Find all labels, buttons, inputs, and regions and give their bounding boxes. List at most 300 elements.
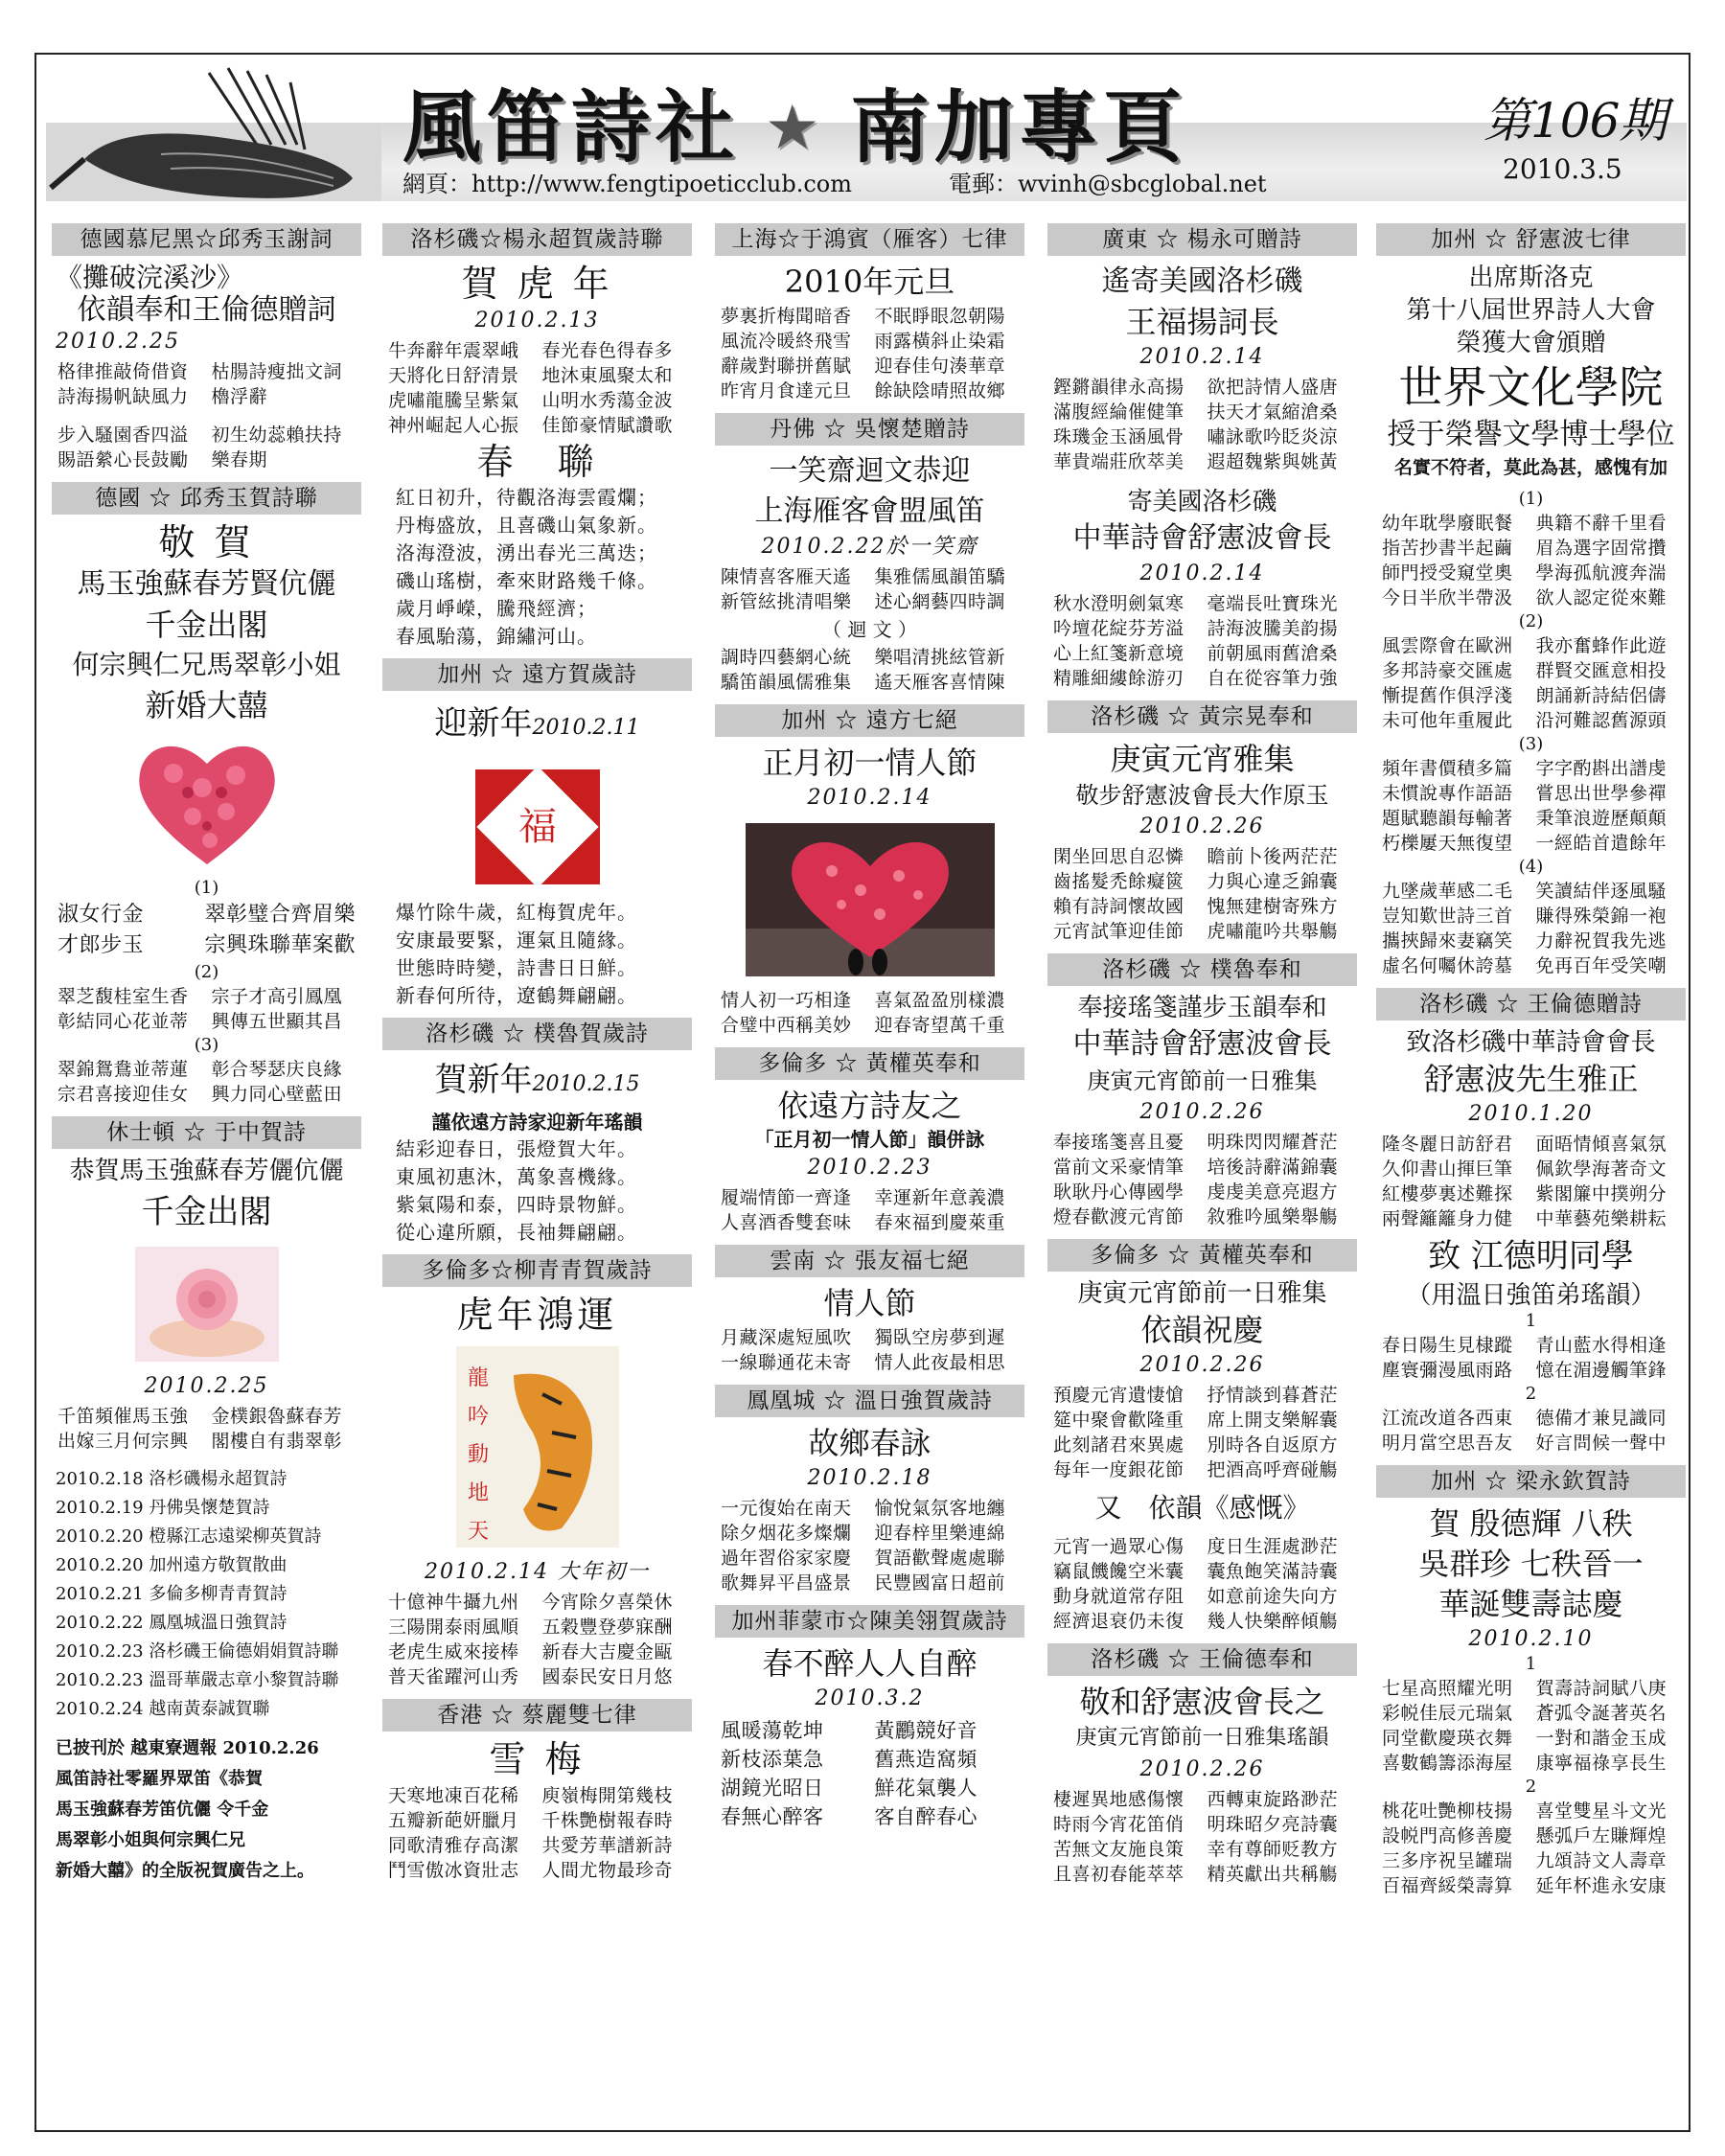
poem-line: 普天雀躍河山秀 bbox=[388, 1666, 519, 1687]
poem-date: 2010.2.18 bbox=[807, 1466, 932, 1490]
poem bbox=[709, 986, 1030, 1040]
poem-title: 馬玉強蘇春芳賢伉儷 bbox=[77, 567, 336, 601]
poem-line: 未慣說專作語語 bbox=[1382, 783, 1513, 804]
poem-line: 調時四藝網心統 bbox=[721, 647, 852, 668]
poem-line: 紫閣簾中撲朔分 bbox=[1535, 1183, 1668, 1204]
poem-line: 扶天才氣縮滄桑 bbox=[1207, 401, 1339, 423]
poem-line: 字字酌斟出譜虔 bbox=[1535, 758, 1668, 779]
poem bbox=[46, 898, 367, 963]
poem-line: 風雲際會在歐洲 bbox=[1382, 635, 1513, 656]
poem bbox=[377, 1781, 698, 1885]
tiger-painting-image bbox=[456, 1346, 619, 1548]
text-line: 歲月崢嶸，騰飛經濟； bbox=[396, 597, 597, 620]
poem-line: 春日陽生見棣蹤 bbox=[1382, 1335, 1513, 1356]
poem-line: 興傳五世顯其昌 bbox=[211, 1011, 343, 1032]
poem-line: 延年杯進永安康 bbox=[1535, 1875, 1668, 1896]
poem-date: 2010.2.15 bbox=[532, 1072, 640, 1096]
poem-line: 樂春期 bbox=[211, 449, 268, 470]
poem-line: 詩海揚帆缺風力 bbox=[58, 386, 189, 407]
poem-title: 雪 梅 bbox=[489, 1738, 586, 1780]
poem-line: 苦無文友施良策 bbox=[1053, 1839, 1184, 1860]
poem-line: 一對和諧金玉成 bbox=[1535, 1728, 1668, 1749]
poem bbox=[46, 1055, 367, 1109]
poem-line: 未可他年重履此 bbox=[1382, 710, 1513, 731]
poem-line: 幸運新年意義濃 bbox=[874, 1187, 1006, 1208]
poem-line: 笑讀結伴逐風騷 bbox=[1535, 881, 1668, 902]
poem-title: 新婚大囍 bbox=[145, 687, 268, 723]
heart-roses-image bbox=[135, 735, 279, 869]
poem-line: 宗君喜接迎佳女 bbox=[58, 1084, 189, 1105]
poem-line: 此刻諸君來異處 bbox=[1053, 1434, 1184, 1456]
poem-line: 才郎步玉 bbox=[58, 933, 145, 957]
poem-line: 詩海波騰美韵揚 bbox=[1207, 618, 1339, 639]
poem-line: 賀語歡聲處處聯 bbox=[874, 1548, 1006, 1569]
poem-line: 桃花吐艷柳枝揚 bbox=[1382, 1800, 1513, 1822]
poem-line: 宗子才高引鳳凰 bbox=[211, 986, 343, 1007]
poem-line: 鬥雪傲冰資壯志 bbox=[388, 1860, 519, 1881]
poem-line: 朗誦新詩結侶儔 bbox=[1535, 685, 1668, 706]
poem-title: 奉接瑤箋謹步玉韻奉和 bbox=[1077, 994, 1327, 1022]
poem-line: 華貴端莊欣萃美 bbox=[1053, 451, 1184, 472]
section-header: 洛杉磯 ☆ 樸魯賀歲詩 bbox=[382, 1018, 692, 1050]
poem bbox=[1370, 631, 1691, 735]
verse-number: 2 bbox=[1525, 1777, 1537, 1797]
poem-line: 席上開支樂解囊 bbox=[1207, 1410, 1339, 1431]
poem-line: 風流冷暖終飛雪 bbox=[721, 331, 852, 352]
poem-line: 喜氣盈盈別樣濃 bbox=[874, 990, 1006, 1011]
poem-title: 2010年元旦 bbox=[784, 264, 955, 300]
poem-line: 夢裏折梅聞暗香 bbox=[721, 306, 852, 327]
poem-line: 囊魚飽笑滿詩囊 bbox=[1207, 1561, 1339, 1582]
poem-subtitle: 謹依遠方詩家迎新年瑤韻 bbox=[431, 1111, 643, 1134]
poem bbox=[1042, 373, 1363, 476]
poem-title: 千金出閣 bbox=[145, 607, 268, 643]
poem-line: 精雕細縷餘游刃 bbox=[1053, 668, 1184, 689]
poem-title: 《攤破浣溪沙》 bbox=[56, 262, 244, 293]
poem-title: 舒憲波先生雅正 bbox=[1423, 1061, 1639, 1097]
section-header: 洛杉磯☆楊永超賀歲詩聯 bbox=[382, 223, 692, 256]
poem-line: 頻年書價積多篇 bbox=[1382, 758, 1513, 779]
poem-date: 2010.2.22於一笑齋 bbox=[761, 535, 978, 559]
poem-line: 群賢交匯意相投 bbox=[1535, 660, 1668, 681]
section-header: 丹佛 ☆ 吳懷楚贈詩 bbox=[715, 413, 1024, 446]
poem-title: 庚寅元宵節前一日雅集 bbox=[1087, 1067, 1318, 1094]
poem-date: 2010.2.14 bbox=[807, 786, 932, 810]
poem-date: 2010.1.20 bbox=[1468, 1102, 1594, 1126]
poem-line: 力與心違乏錦囊 bbox=[1207, 871, 1339, 892]
poem-line: 兩聲籬籬身力健 bbox=[1382, 1208, 1513, 1229]
text-line: 2010.2.21 多倫多柳青青賀詩 bbox=[56, 1584, 288, 1604]
poem-line: 餘缺陰晴照故鄉 bbox=[874, 380, 1006, 401]
poem-title: 敬步舒憲波會長大作原玉 bbox=[1075, 782, 1329, 809]
poem-line: 時雨今宵花笛俏 bbox=[1053, 1814, 1184, 1835]
poem bbox=[377, 1588, 698, 1691]
text-line: 春風駘蕩，錦繡河山。 bbox=[396, 625, 597, 648]
verse-number: (3) bbox=[1518, 734, 1544, 754]
poem-line: 辭歲對聯拼舊賦 bbox=[721, 356, 852, 377]
issue-date: 2010.3.5 bbox=[1503, 153, 1622, 185]
poem-line: 我亦奮蜂作此遊 bbox=[1535, 635, 1668, 656]
poem bbox=[1042, 1128, 1363, 1231]
poem-line: 賀壽詩詞賦八庚 bbox=[1535, 1678, 1668, 1699]
poem-line: 喜數鶴籌添海屋 bbox=[1382, 1753, 1513, 1774]
poem bbox=[1370, 754, 1691, 858]
poem-line: 三多序祝呈罐瑞 bbox=[1382, 1850, 1513, 1871]
poem-line: 天將化日舒清景 bbox=[388, 365, 519, 386]
poem bbox=[377, 336, 698, 440]
poem bbox=[1370, 877, 1691, 980]
poem bbox=[709, 1183, 1030, 1237]
text-line: 2010.2.20 橙縣江志遠梁柳英賀詩 bbox=[56, 1526, 322, 1547]
section-header: 多倫多 ☆ 黃權英奉和 bbox=[1047, 1239, 1357, 1272]
svg-text:地: 地 bbox=[467, 1481, 489, 1505]
poem-line: 鮮花氣襲人 bbox=[874, 1777, 978, 1800]
email: 電郵：wvinh@sbcglobal.net bbox=[949, 171, 1267, 197]
verse-number: (2) bbox=[194, 962, 219, 982]
poem-line: 自在從容筆力強 bbox=[1207, 668, 1339, 689]
poem-line: 瞻前卜後两茫茫 bbox=[1207, 846, 1339, 867]
title-right: 南加專頁 bbox=[850, 82, 1188, 173]
text-line: 紫氣陽和泰，四時景物鮮。 bbox=[396, 1193, 637, 1216]
poem-title: 王福揚詞長 bbox=[1125, 304, 1279, 340]
text-line: 2010.2.22 鳳凰城溫日強賀詩 bbox=[56, 1613, 288, 1633]
section-header: 加州 ☆ 遠方七絕 bbox=[715, 704, 1024, 737]
website: 網頁：http://www.fengtipoeticclub.com bbox=[402, 171, 852, 197]
section-header: 多倫多 ☆ 黃權英奉和 bbox=[715, 1047, 1024, 1080]
poem-line: 昨宵月食達元旦 bbox=[721, 380, 852, 401]
poem-title: 迎新年 bbox=[434, 704, 533, 743]
poem-line: 力辭祝賀我先逃 bbox=[1535, 930, 1668, 952]
column-1 bbox=[46, 216, 367, 2122]
poem-line: 面晤情傾喜氣氛 bbox=[1535, 1134, 1668, 1155]
poem-line: 奉接瑤箋喜且憂 bbox=[1053, 1132, 1184, 1153]
poem-line: 當前文采豪情筆 bbox=[1053, 1157, 1184, 1178]
poem-line: 毫端長吐寶珠光 bbox=[1207, 593, 1339, 614]
poem-title: 恭賀馬玉強蘇春芳儷伉儷 bbox=[69, 1157, 344, 1185]
poem-line: 紅樓夢裏述難探 bbox=[1382, 1183, 1513, 1204]
poem-line: 多邦詩豪交匯處 bbox=[1382, 660, 1513, 681]
poem-line: 幾人快樂醉傾觴 bbox=[1207, 1611, 1339, 1632]
poem bbox=[1370, 1674, 1691, 1778]
poem-title: 吳群珍 七秩晉一 bbox=[1418, 1546, 1644, 1582]
section-header: 洛杉磯 ☆ 王倫德贈詩 bbox=[1376, 988, 1686, 1021]
section-header: 德國慕尼黑☆邱秀玉謝詞 bbox=[52, 223, 361, 256]
poem-line: 千笛頻催馬玉強 bbox=[58, 1406, 189, 1427]
poem-line: 舊燕造窩頻 bbox=[874, 1748, 978, 1771]
poem-title: 一笑齋迴文恭迎 bbox=[769, 454, 971, 488]
poem bbox=[46, 982, 367, 1036]
poem-line: 題賦聽韻每輸著 bbox=[1382, 808, 1513, 829]
poem-line: 眉為選字固常攢 bbox=[1535, 538, 1668, 559]
verse-number: (2) bbox=[1518, 611, 1544, 631]
poem-line: 嘗思出世學參禪 bbox=[1535, 783, 1668, 804]
text-line: 東風初惠沐，萬象喜機緣。 bbox=[396, 1165, 637, 1188]
poem bbox=[709, 1494, 1030, 1597]
poem-line: 攜挾歸來妻竊笑 bbox=[1382, 930, 1513, 952]
poem-line: 地沐東風聚太和 bbox=[541, 365, 674, 386]
poem-date: 2010.2.13 bbox=[474, 309, 600, 333]
poem-line: 雨露橫斜止染霜 bbox=[874, 331, 1006, 352]
poem-line: 元宵一過眾心傷 bbox=[1053, 1536, 1184, 1557]
poem-title: 依韻奉和王倫德贈詞 bbox=[77, 293, 336, 327]
poem-line: 朽櫟屢天無復望 bbox=[1382, 833, 1513, 854]
section-header: 洛杉磯 ☆ 樸魯奉和 bbox=[1047, 953, 1357, 986]
poem-title: 庚寅元宵雅集 bbox=[1110, 741, 1295, 777]
verse-number: 1 bbox=[1525, 1654, 1537, 1674]
poem-line: 樂唱清挑絃管新 bbox=[874, 647, 1006, 668]
poem-line: 迎春佳句湊華章 bbox=[874, 356, 1006, 377]
poem-line: 千株艷樹報春時 bbox=[541, 1810, 674, 1831]
poem-line: 如意前途失向方 bbox=[1207, 1586, 1339, 1607]
poem-line: 學海孤航渡奔湍 bbox=[1535, 562, 1668, 584]
poem-line: 淑女行金 bbox=[58, 903, 145, 927]
verse-number: (1) bbox=[194, 878, 219, 898]
poem-line: 設帨門高修善慶 bbox=[1382, 1825, 1513, 1846]
poem-line: 欲人認定從來難 bbox=[1535, 587, 1668, 608]
poem-line: 彰合琴瑟庆良緣 bbox=[211, 1059, 343, 1080]
poem-title: 庚寅元宵節前一日雅集 bbox=[1077, 1279, 1327, 1308]
verse-number: 1 bbox=[1525, 1311, 1537, 1331]
poem bbox=[1370, 509, 1691, 612]
poem-line: 獨臥空房夢到遲 bbox=[874, 1327, 1006, 1348]
poem bbox=[377, 1135, 698, 1247]
text-line: 馬玉強蘇春芳笛伉儷 令千金 bbox=[56, 1800, 269, 1820]
poem-date: 2010.2.11 bbox=[532, 716, 640, 740]
text-line: 丹梅盛放，且喜磯山氣象新。 bbox=[396, 514, 657, 537]
poem-line: 喜堂雙星斗文光 bbox=[1535, 1800, 1668, 1822]
poem-line: 新枝添葉急 bbox=[721, 1748, 824, 1771]
poem-line: 櫓浮辭 bbox=[211, 386, 268, 407]
poem-line: 動身就道常存阻 bbox=[1053, 1586, 1184, 1607]
poem-line: 格律推敲倚借資 bbox=[58, 361, 189, 382]
poem bbox=[709, 562, 1030, 616]
text-line: 2010.2.18 洛杉磯楊永超賀詩 bbox=[56, 1469, 288, 1489]
poem-date: 2010.2.10 bbox=[1468, 1627, 1594, 1651]
poem-line: 鏗鏘韻律永高揚 bbox=[1053, 377, 1184, 398]
poem-line: 欲把詩情人盛唐 bbox=[1207, 377, 1339, 398]
poem-line: 豈知歎世詩三首 bbox=[1382, 906, 1513, 927]
poem-title: 上海雁客會盟風笛 bbox=[754, 494, 985, 528]
text-line: 已披刊於 越東寮週報 2010.2.26 bbox=[56, 1738, 319, 1758]
poem-line: 幸有尊師贬教方 bbox=[1207, 1839, 1339, 1860]
poem-title: 正月初一情人節 bbox=[762, 745, 978, 781]
poem-title: 又 依韻《感慨》 bbox=[1094, 1492, 1310, 1524]
verse-number: (1) bbox=[1518, 489, 1544, 509]
poem-title: 何宗興仁兄馬翠彰小姐 bbox=[72, 649, 341, 680]
poem-line: 同堂歡慶瑛衣舞 bbox=[1382, 1728, 1513, 1749]
poem-subtitle: （ 迴 文 ） bbox=[821, 618, 918, 641]
section-header: 上海☆于鴻賓（雁客）七律 bbox=[715, 223, 1024, 256]
text-line: 洛海澄波，湧出春光三萬迭； bbox=[396, 541, 657, 564]
section-header: 洛杉磯 ☆ 王倫德奉和 bbox=[1047, 1643, 1357, 1676]
rose-hands-image bbox=[135, 1247, 279, 1362]
poem-line: 民豐國富日超前 bbox=[874, 1572, 1006, 1594]
poem-line: 燈春歡渡元宵節 bbox=[1053, 1206, 1184, 1227]
poem-line: 歌舞昇平昌盛景 bbox=[721, 1572, 852, 1594]
poem-line: 棲遲異地感傷懷 bbox=[1053, 1789, 1184, 1810]
poem-title: 庚寅元宵節前一日雅集瑤韻 bbox=[1075, 1726, 1329, 1750]
poem-line: 山明水秀蕩金波 bbox=[541, 390, 674, 411]
poem bbox=[46, 357, 367, 411]
text-line: 從心違所願，長袖舞翩翩。 bbox=[396, 1221, 637, 1244]
poem-line: 虛名何囑休誇墓 bbox=[1382, 955, 1513, 976]
poem-title: 中華詩會舒憲波會長 bbox=[1072, 521, 1332, 555]
masthead-title bbox=[402, 65, 1187, 177]
poem bbox=[46, 421, 367, 474]
text-line: 結彩迎春日，張燈賀大年。 bbox=[396, 1137, 637, 1160]
poem-line: 秉筆浪遊歷顛顛 bbox=[1535, 808, 1668, 829]
poem-line: 幼年耽學廢眠餐 bbox=[1382, 513, 1513, 534]
poem-line: 耿耿丹心傳國學 bbox=[1053, 1181, 1184, 1203]
poem-line: 指苦抄書半起繭 bbox=[1382, 538, 1513, 559]
poem-line: 且喜初春能萃萃 bbox=[1053, 1864, 1184, 1885]
poem-title: 賀新年 bbox=[434, 1061, 533, 1099]
text-line: 2010.2.24 越南黃泰誠賀聯 bbox=[56, 1699, 270, 1719]
poem-title: 依韻祝慶 bbox=[1140, 1312, 1264, 1348]
poem-line: 七星高照耀光明 bbox=[1382, 1678, 1513, 1699]
poem-date: 2010.2.25 bbox=[56, 330, 180, 354]
poem-title: 寄美國洛杉磯 bbox=[1127, 488, 1277, 516]
poem-line: 度日生涯處渺茫 bbox=[1207, 1536, 1339, 1557]
section-header: 休士頓 ☆ 于中賀詩 bbox=[52, 1116, 361, 1149]
text-line: 2010.2.23 溫哥華嚴志章小黎賀詩聯 bbox=[56, 1670, 339, 1690]
poem-date: 2010.2.25 bbox=[144, 1374, 269, 1398]
poem-line: 抒情談到暮蒼茫 bbox=[1207, 1385, 1339, 1406]
poem-line: 今宵除夕喜榮休 bbox=[541, 1592, 674, 1613]
text-line: 2010.2.23 洛杉磯王倫德娟娟賀詩聯 bbox=[56, 1641, 339, 1662]
poem-line: 中華藝苑樂耕耘 bbox=[1535, 1208, 1668, 1229]
poem-line: 德備才兼見識同 bbox=[1535, 1408, 1668, 1429]
poem-line: 明珠閃閃耀蒼茫 bbox=[1207, 1132, 1339, 1153]
poem bbox=[709, 643, 1030, 697]
poem-line: 湖鏡光昭日 bbox=[721, 1777, 824, 1800]
poem-line: 虔虔美意亮遐方 bbox=[1207, 1181, 1339, 1203]
poem-line: 別時各自返原方 bbox=[1207, 1434, 1339, 1456]
poem-line: 敘雅吟風樂舉觴 bbox=[1207, 1206, 1339, 1227]
svg-text:天: 天 bbox=[467, 1520, 489, 1544]
poem-date: 2010.2.14 bbox=[1139, 345, 1265, 369]
fu-character-image bbox=[471, 765, 605, 889]
poem-line: 一元復始在南天 bbox=[721, 1498, 852, 1519]
poem-line: 今日半欣半帶汲 bbox=[1382, 587, 1513, 608]
poem-line: 佩欽學海著奇文 bbox=[1535, 1158, 1668, 1180]
poem-line: 新管絃挑清唱樂 bbox=[721, 591, 852, 612]
poem bbox=[1042, 1785, 1363, 1889]
poem-line: 情人初一巧相逢 bbox=[721, 990, 852, 1011]
poem-line: 出嫁三月何宗興 bbox=[58, 1431, 189, 1452]
poem-title: 遙寄美國洛杉磯 bbox=[1101, 264, 1303, 298]
poem-line: 青山藍水得相逢 bbox=[1535, 1335, 1668, 1356]
poem-title: 授于榮譽文學博士學位 bbox=[1387, 418, 1675, 451]
text-line: 安康最要緊，運氣且隨緣。 bbox=[396, 929, 637, 952]
poem-line: 黃鸝競好音 bbox=[874, 1719, 978, 1742]
poem-line: 興力同心壁藍田 bbox=[211, 1084, 343, 1105]
poem bbox=[1370, 1130, 1691, 1233]
heart-display-photo bbox=[746, 823, 995, 976]
text-line: 新婚大囍》的全版祝賀廣告之上。 bbox=[56, 1861, 314, 1881]
poem-date: 2010.2.26 bbox=[1139, 1100, 1265, 1124]
poem-line: 虎嘯龍騰呈紫氣 bbox=[388, 390, 519, 411]
poem-title: 春 聯 bbox=[476, 441, 598, 483]
poem-line: 陳情喜客雁天遙 bbox=[721, 566, 852, 587]
verse-number: 2 bbox=[1525, 1384, 1537, 1404]
poem-title: 華誕雙壽誌慶 bbox=[1438, 1586, 1623, 1622]
text-line: 馬翠彰小姐與何宗興仁兄 bbox=[56, 1830, 245, 1850]
poem-title: 中華詩會舒憲波會長 bbox=[1072, 1027, 1332, 1061]
section-header: 多倫多☆柳青青賀歲詩 bbox=[382, 1254, 692, 1287]
poem-line: 佳節豪情賦讚歌 bbox=[541, 415, 674, 436]
poem-line: 翠芝馥桂室生香 bbox=[58, 986, 189, 1007]
poem-line: 翠彰璧合齊眉樂 bbox=[204, 903, 356, 927]
poem-line: 步入騷園香四溢 bbox=[58, 424, 189, 446]
poem-line: 情人此夜最相思 bbox=[874, 1352, 1006, 1373]
poem-title: 致 江德明同學 bbox=[1428, 1237, 1634, 1275]
poem-title: 第十八屆世界詩人大會 bbox=[1406, 296, 1656, 325]
poem-line: 竊鼠饑饞空米囊 bbox=[1053, 1561, 1184, 1582]
poem-date: 2010.2.26 bbox=[1139, 814, 1265, 838]
poem-date: 2010.2.26 bbox=[1139, 1757, 1265, 1781]
poem-line: 春光春色得春多 bbox=[541, 340, 674, 361]
poem-line: 塵寰彌漫風雨路 bbox=[1382, 1360, 1513, 1381]
poem-line: 風暖蕩乾坤 bbox=[721, 1719, 824, 1742]
poem bbox=[1042, 842, 1363, 946]
poem-line: 滿腹經綸催健筆 bbox=[1053, 401, 1184, 423]
poem-line: 彩帨佳辰元瑞氣 bbox=[1382, 1703, 1513, 1724]
poem-title: 致洛杉磯中華詩會會長 bbox=[1406, 1028, 1656, 1057]
poem-line: 前朝風雨舊滄桑 bbox=[1207, 643, 1339, 664]
poem-line: 遙天雁客喜情陳 bbox=[874, 672, 1006, 693]
poem-line: 賴有詩詞懷故國 bbox=[1053, 896, 1184, 917]
poem-line: 宗興珠聯華案歡 bbox=[204, 933, 356, 957]
poem-line: 一線聯通花未寄 bbox=[721, 1352, 852, 1373]
poem-line: 迎春梓里樂連綿 bbox=[874, 1523, 1006, 1544]
poem-line: 明月當空思吾友 bbox=[1382, 1433, 1513, 1454]
poem bbox=[709, 302, 1030, 405]
poem-line: 五瓣新葩妍臘月 bbox=[388, 1810, 519, 1831]
poem-line: 月藏深處短風吹 bbox=[721, 1327, 852, 1348]
poem-line: 培後詩辭滿錦囊 bbox=[1207, 1157, 1339, 1178]
text-line: 磯山瑤樹，牽來財路幾千條。 bbox=[396, 569, 657, 592]
svg-text:福: 福 bbox=[518, 805, 557, 849]
text-line: 2010.2.20 加州遠方敬賀散曲 bbox=[56, 1555, 288, 1575]
poem-line: 神州崛起人心振 bbox=[388, 415, 519, 436]
poem-line: 蒼弧令誕著英名 bbox=[1535, 1703, 1668, 1724]
svg-text:吟: 吟 bbox=[467, 1405, 489, 1429]
poem-date: 2010.2.14 bbox=[1139, 562, 1265, 585]
poem-title: 榮獲大會頒贈 bbox=[1456, 329, 1606, 357]
poem-title: 賀 虎 年 bbox=[461, 263, 613, 305]
poem bbox=[1370, 1797, 1691, 1900]
poem-line: 人喜酒香雙套味 bbox=[721, 1212, 852, 1233]
poem-line: 客自醉春心 bbox=[874, 1805, 978, 1828]
poem-line: 愧無建樹寄殊方 bbox=[1207, 896, 1339, 917]
poem-line: 愉悅氣氛客地纏 bbox=[874, 1498, 1006, 1519]
poem-subtitle: 「正月初一情人節」韻併詠 bbox=[754, 1128, 985, 1151]
poem-line: 典籍不辭千里看 bbox=[1535, 513, 1668, 534]
poem-title: （用溫日強笛弟瑤韻） bbox=[1406, 1281, 1656, 1310]
poem-line: 沿河難認舊源頭 bbox=[1535, 710, 1668, 731]
poem-line: 合璧中西稱美妙 bbox=[721, 1015, 852, 1036]
poem-line: 嘯詠歌吟眨炎涼 bbox=[1207, 426, 1339, 447]
text-line: 2010.2.19 丹佛吳懷楚賀詩 bbox=[56, 1498, 270, 1518]
poem-line: 每年一度銀花節 bbox=[1053, 1459, 1184, 1480]
poem-line: 元宵試筆迎佳節 bbox=[1053, 921, 1184, 942]
poem-title: 敬和舒憲波會長之 bbox=[1079, 1684, 1325, 1720]
section-header: 德國 ☆ 邱秀玉賀詩聯 bbox=[52, 482, 361, 515]
poem-line: 三陽開泰雨風順 bbox=[388, 1617, 519, 1638]
poem-title: 敬 賀 bbox=[158, 521, 255, 563]
column-2 bbox=[377, 216, 698, 2122]
